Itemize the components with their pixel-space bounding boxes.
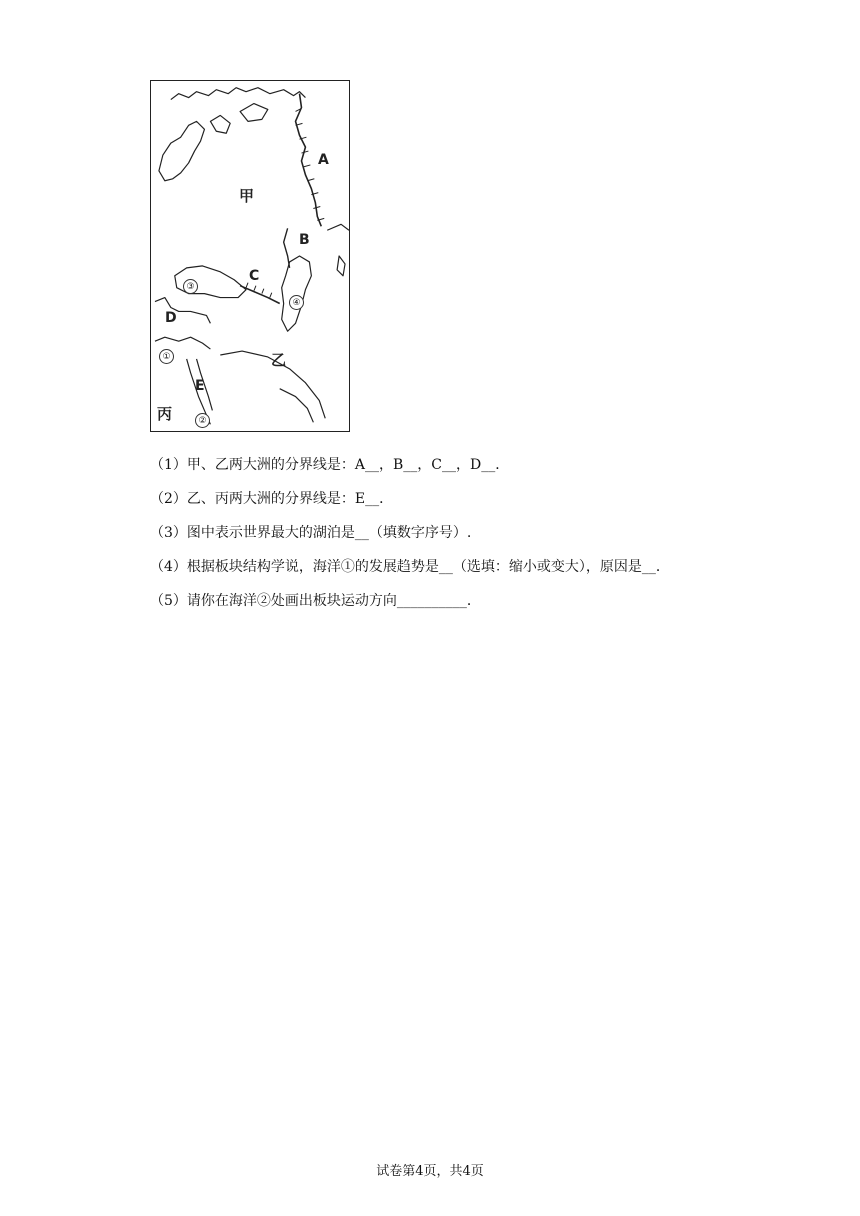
question-4: （4）根据板块结构学说，海洋①的发展趋势是__（选填：缩小或变大），原因是__． (150, 559, 670, 575)
continent-label-yi: 乙 (271, 351, 287, 369)
question-5: （5）请你在海洋②处画出板块运动方向__________． (150, 593, 481, 609)
map-outline (151, 81, 349, 431)
question-1: （1）甲、乙两大洲的分界线是：A__，B__，C__，D__． (150, 457, 510, 473)
ocean-marker-4: ④ (289, 295, 304, 310)
line-label-c: C (249, 268, 260, 284)
line-label-d: D (165, 310, 177, 326)
line-label-b: B (299, 232, 310, 248)
line-label-a: A (318, 152, 329, 168)
question-3: （3）图中表示世界最大的湖泊是__（填数字序号）. (150, 525, 472, 541)
continent-label-jia: 甲 (239, 187, 255, 205)
ocean-marker-3: ③ (183, 279, 198, 294)
page-footer: 试卷第4页，共4页 (376, 1164, 484, 1179)
question-2: （2）乙、丙两大洲的分界线是：E__． (150, 491, 394, 507)
map-figure (150, 80, 350, 432)
continent-label-bing: 丙 (157, 405, 173, 423)
ocean-marker-2: ② (195, 413, 210, 428)
line-label-e: E (195, 378, 205, 394)
ocean-marker-1: ① (159, 349, 174, 364)
